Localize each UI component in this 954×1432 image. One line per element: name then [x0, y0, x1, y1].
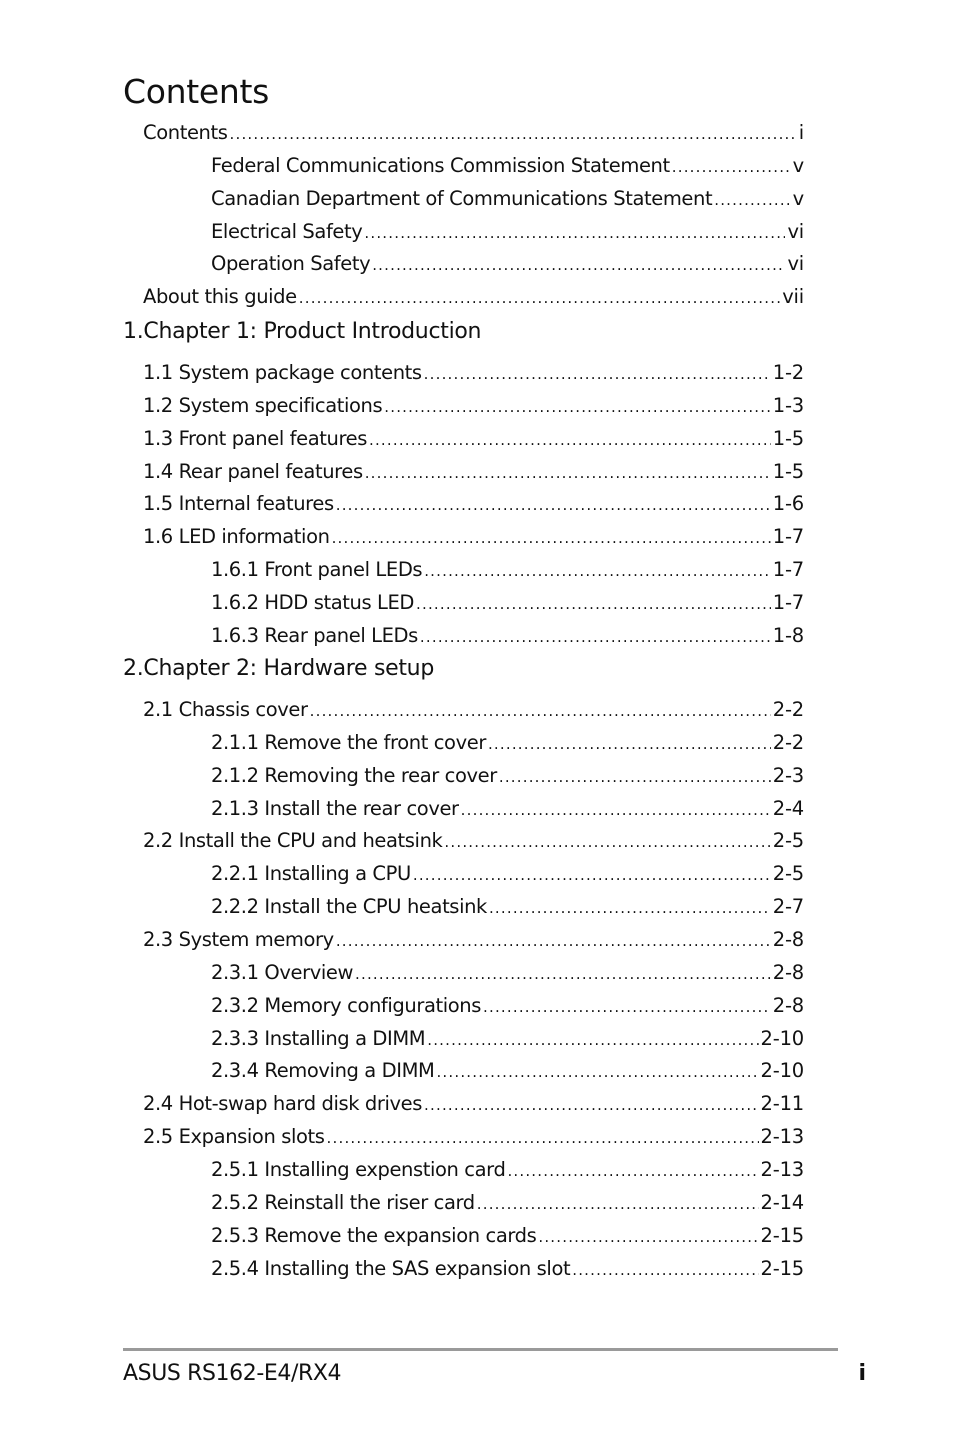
toc-entry	[211, 1026, 804, 1052]
toc-entry-page: i	[798, 121, 804, 144]
toc-entry-page: 1-7	[772, 558, 804, 582]
toc-dot-leader	[672, 154, 791, 179]
toc-entry	[211, 1256, 804, 1282]
toc-dot-leader	[332, 525, 771, 550]
toc-entry	[211, 861, 804, 887]
footer-divider	[123, 1348, 838, 1351]
toc-entry-page: 2-8	[772, 928, 804, 951]
toc-entry	[143, 284, 804, 310]
toc-entry-page: 2-11	[760, 1092, 804, 1116]
toc-dot-leader	[336, 492, 771, 517]
toc-entry-label: 2.4 Hot-swap hard disk drives	[143, 1092, 423, 1116]
toc-entry-label: 2.1.2 Removing the rear cover	[211, 763, 497, 787]
toc-dot-leader	[413, 862, 771, 887]
toc-dot-leader	[489, 895, 771, 920]
toc-dot-leader	[436, 1059, 758, 1084]
toc-entry-label: Contents	[143, 121, 228, 144]
toc-entry-label: Electrical Safety	[211, 219, 363, 243]
toc-dot-leader	[477, 1191, 759, 1216]
toc-entry-page: v	[792, 186, 804, 210]
toc-entry-label: 2.3.3 Installing a DIMM	[211, 1026, 426, 1050]
toc-entry-page: 2-7	[772, 895, 804, 919]
page-title: Contents	[123, 72, 270, 111]
toc-entry	[211, 1058, 804, 1084]
toc-entry	[211, 730, 804, 756]
toc-entry-label: 2.1.1 Remove the front cover	[211, 730, 486, 754]
toc-entry-label: 2.5.2 Reinstall the riser card	[211, 1190, 475, 1214]
toc-entry-label: 1.3 Front panel features	[143, 426, 367, 450]
toc-entry-page: 1-8	[772, 623, 804, 647]
toc-entry	[143, 1091, 804, 1117]
toc-entry	[211, 590, 804, 616]
toc-entry	[211, 796, 804, 822]
toc-dot-leader	[230, 121, 797, 146]
toc-entry-page: 2-5	[772, 862, 804, 886]
toc-entry	[143, 360, 804, 386]
toc-entry-page: 2-15	[760, 1223, 804, 1247]
toc-entry-page: 1-7	[772, 591, 804, 614]
toc-entry-label: 2.3.1 Overview	[211, 960, 354, 984]
toc-entry-page: 2-13	[760, 1157, 804, 1181]
toc-entry-page: 2-4	[772, 796, 804, 820]
toc-dot-leader	[424, 1092, 758, 1117]
toc-dot-leader	[461, 797, 771, 822]
toc-entry-label: 2.3 System memory	[143, 928, 334, 951]
toc-entry-label: 1.6 LED information	[143, 525, 330, 549]
toc-entry-label: 1.2 System specifications	[143, 393, 383, 417]
toc-entry	[143, 491, 804, 517]
toc-dot-leader	[416, 591, 771, 616]
toc-entry-page: vi	[787, 252, 804, 276]
toc-entry	[211, 960, 804, 986]
toc-entry	[143, 1124, 804, 1150]
toc-entry-page: 1-3	[772, 393, 804, 417]
toc-entry	[143, 524, 804, 550]
toc-entry-page: 1-7	[772, 525, 804, 549]
chapter-1-heading: 1.Chapter 1: Product Introduction	[123, 319, 482, 344]
toc-entry-page: vi	[787, 219, 804, 243]
toc-entry-page: 1-5	[772, 459, 804, 483]
toc-entry-label: 2.2.1 Installing a CPU	[211, 862, 411, 886]
toc-entry	[143, 697, 804, 723]
toc-entry-page: 2-10	[760, 1026, 804, 1050]
toc-entry	[211, 894, 804, 920]
toc-entry-label: Operation Safety	[211, 252, 371, 276]
toc-entry-page: vii	[782, 285, 804, 309]
toc-entry-label: 1.5 Internal features	[143, 492, 334, 516]
toc-dot-leader	[364, 220, 785, 245]
toc-entry	[143, 459, 804, 485]
toc-dot-leader	[483, 994, 771, 1019]
toc-entry	[211, 993, 804, 1019]
toc-entry	[211, 1157, 804, 1183]
toc-entry-page: 2-15	[760, 1256, 804, 1280]
toc-entry-page: 2-5	[772, 829, 804, 853]
toc-entry-page: 2-3	[772, 763, 804, 787]
toc-entry-page: v	[792, 153, 804, 177]
toc-entry	[143, 393, 804, 419]
toc-entry	[211, 557, 804, 583]
toc-entry-page: 2-10	[760, 1059, 804, 1083]
toc-entry-label: 2.3.2 Memory configurations	[211, 993, 482, 1017]
toc-dot-leader	[299, 285, 780, 310]
toc-entry	[211, 623, 804, 649]
toc-entry-page: 2-14	[760, 1190, 804, 1214]
toc-dot-leader	[507, 1158, 758, 1183]
toc-entry-label: 2.1 Chassis cover	[143, 698, 308, 721]
toc-entry	[211, 153, 804, 179]
toc-dot-leader	[327, 1125, 759, 1150]
toc-entry	[143, 828, 804, 854]
toc-dot-leader	[572, 1257, 758, 1282]
toc-dot-leader	[499, 764, 771, 789]
toc-dot-leader	[336, 928, 771, 953]
toc-entry	[211, 1190, 804, 1216]
toc-entry-label: About this guide	[143, 285, 297, 309]
toc-entry-label: 2.1.3 Install the rear cover	[211, 796, 459, 820]
toc-entry	[211, 251, 804, 277]
footer-model-name: ASUS RS162-E4/RX4	[123, 1361, 342, 1386]
toc-dot-leader	[424, 361, 771, 386]
toc-dot-leader	[444, 829, 770, 854]
toc-entry-page: 2-13	[760, 1125, 804, 1148]
toc-entry	[211, 186, 804, 212]
toc-entry-label: 1.6.2 HDD status LED	[211, 591, 415, 614]
toc-entry-label: 2.5.3 Remove the expansion cards	[211, 1223, 537, 1247]
toc-dot-leader	[714, 187, 790, 212]
toc-entry-page: 1-2	[772, 361, 804, 384]
chapter-2-heading: 2.Chapter 2: Hardware setup	[123, 656, 434, 681]
toc-entry-page: 2-8	[772, 960, 804, 984]
toc-dot-leader	[369, 427, 771, 452]
toc-entry-label: 1.6.3 Rear panel LEDs	[211, 623, 418, 647]
toc-dot-leader	[372, 252, 785, 277]
toc-entry-page: 1-5	[772, 426, 804, 450]
toc-entry	[143, 927, 804, 953]
toc-entry-label: Federal Communications Commission Statement	[211, 153, 670, 177]
toc-entry-label: 2.3.4 Removing a DIMM	[211, 1059, 435, 1083]
toc-entry-label: Canadian Department of Communications Statement	[211, 186, 713, 210]
toc-dot-leader	[365, 460, 771, 485]
toc-entry	[211, 219, 804, 245]
toc-entry	[143, 120, 804, 146]
toc-entry-page: 2-2	[772, 698, 804, 721]
toc-entry-page: 1-6	[772, 492, 804, 516]
toc-dot-leader	[488, 731, 771, 756]
toc-entry-label: 1.4 Rear panel features	[143, 459, 363, 483]
toc-dot-leader	[355, 961, 771, 986]
toc-dot-leader	[538, 1224, 758, 1249]
footer-page-number: i	[858, 1361, 866, 1386]
toc-entry-label: 1.6.1 Front panel LEDs	[211, 558, 423, 582]
toc-dot-leader	[310, 698, 771, 723]
toc-entry-label: 2.2.2 Install the CPU heatsink	[211, 895, 487, 919]
toc-entry-label: 2.5.1 Installing expenstion card	[211, 1157, 506, 1181]
toc-entry-page: 2-8	[772, 993, 804, 1017]
toc-dot-leader	[427, 1027, 758, 1052]
toc-entry-page: 2-2	[772, 730, 804, 754]
toc-dot-leader	[424, 558, 771, 583]
toc-entry-label: 2.2 Install the CPU and heatsink	[143, 829, 443, 853]
toc-entry	[143, 426, 804, 452]
toc-entry-label: 2.5 Expansion slots	[143, 1125, 325, 1148]
toc-dot-leader	[420, 624, 771, 649]
toc-entry	[211, 763, 804, 789]
toc-entry-label: 1.1 System package contents	[143, 361, 422, 384]
toc-entry-label: 2.5.4 Installing the SAS expansion slot	[211, 1256, 571, 1280]
toc-dot-leader	[384, 394, 770, 419]
toc-entry	[211, 1223, 804, 1249]
